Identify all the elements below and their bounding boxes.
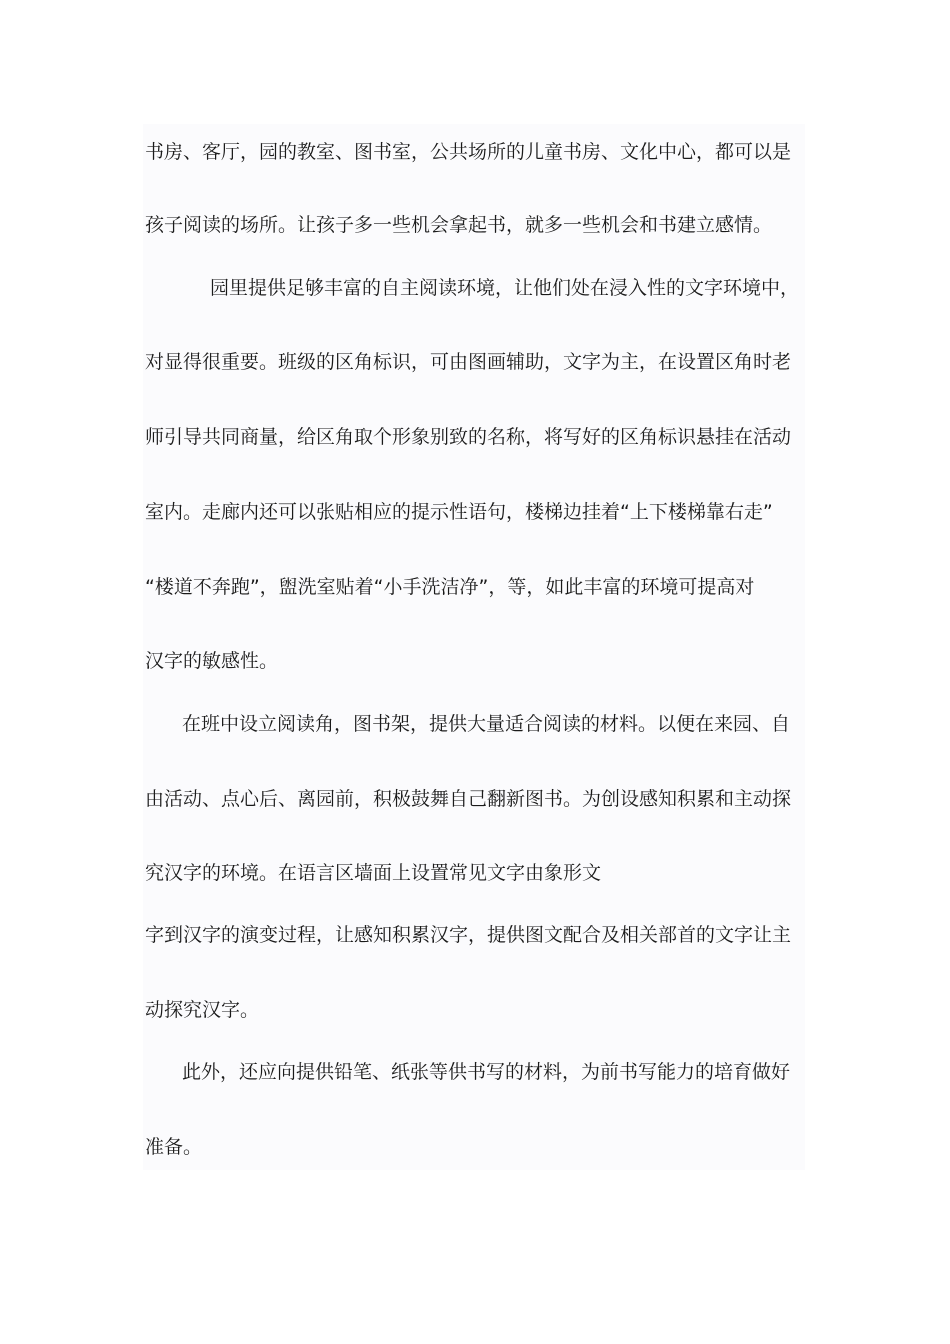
text-line: 汉字的敏感性。 — [145, 650, 279, 672]
text-line: 师引导共同商量，给区角取个形象别致的名称，将写好的区角标识悬挂在活动 — [145, 426, 792, 448]
text-line: 由活动、点心后、离园前，积极鼓舞自己翻新图书。为创设感知积累和主动探 — [145, 788, 792, 810]
text-line: “楼道不奔跑”，盥洗室贴着“小手洗洁净”，等，如此丰富的环境可提高对 — [145, 576, 755, 598]
text-line: 室内。走廊内还可以张贴相应的提示性语句，楼梯边挂着“上下楼梯靠右走” — [145, 501, 773, 523]
text-line: 孩子阅读的场所。让孩子多一些机会拿起书，就多一些机会和书建立感情。 — [145, 214, 773, 236]
text-line: 准备。 — [145, 1136, 203, 1158]
paragraph-start-line: 此外，还应向提供铅笔、纸张等供书写的材料，为前书写能力的培育做好 — [182, 1061, 791, 1083]
text-line: 究汉字的环境。在语言区墙面上设置常见文字由象形文 — [145, 862, 602, 884]
paragraph-start-line: 在班中设立阅读角，图书架，提供大量适合阅读的材料。以便在来园、自 — [182, 713, 791, 735]
text-line: 对显得很重要。班级的区角标识，可由图画辅助，文字为主，在设置区角时老 — [145, 351, 792, 373]
text-line: 书房、客厅，园的教室、图书室，公共场所的儿童书房、文化中心，都可以是 — [145, 141, 792, 163]
text-line: 动探究汉字。 — [145, 999, 260, 1021]
paragraph-start-line: 园里提供足够丰富的自主阅读环境，让他们处在浸入性的文字环境中， — [210, 277, 800, 299]
text-line: 字到汉字的演变过程，让感知积累汉字，提供图文配合及相关部首的文字让主 — [145, 924, 792, 946]
